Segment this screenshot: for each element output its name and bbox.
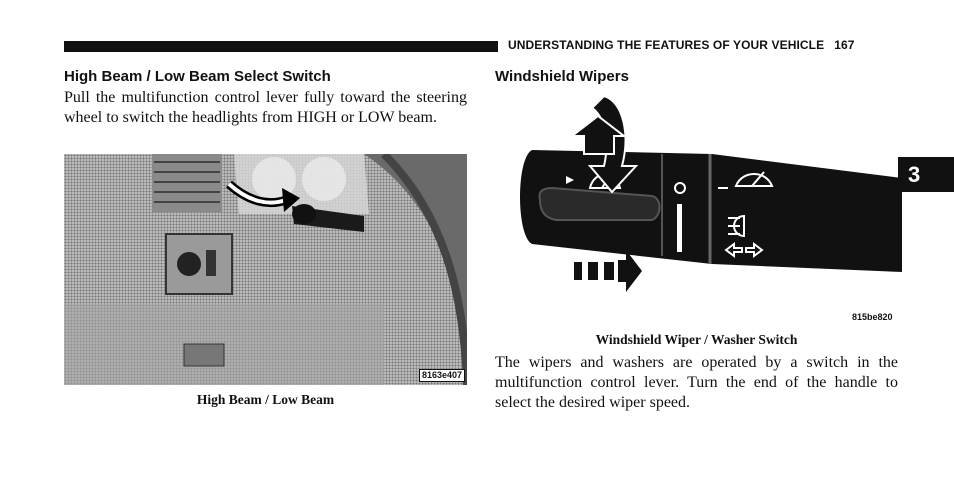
- running-head: [508, 38, 855, 52]
- wiper-lever-drawing: [512, 96, 902, 302]
- dashboard-illustration: [64, 154, 467, 385]
- high-low-beam-caption: High Beam / Low Beam: [196, 392, 335, 407]
- photo-figure-code: 8163e407: [419, 369, 465, 382]
- wiper-switch-illustration: [512, 96, 902, 302]
- header-rule: [64, 41, 498, 52]
- high-low-beam-body: Pull the multifunction control lever fully toward the steering wheel to switch the headlights from HIGH or LOW beam.: [64, 89, 467, 126]
- wiper-caption: Windshield Wiper / Washer Switch: [595, 332, 798, 347]
- running-head-title: UNDERSTANDING THE FEATURES OF YOUR VEHICLE: [508, 38, 825, 52]
- wiper-figure-code: 815be820: [852, 312, 893, 322]
- high-low-beam-photo: [64, 154, 467, 385]
- wiper-body: The wipers and washers are operated by a switch in the multifunction control lever. Turn the end of the handle to select the desired wiper speed.: [495, 354, 898, 411]
- windshield-wipers-heading: Windshield Wipers: [495, 68, 629, 85]
- chapter-tab: 3: [898, 157, 954, 192]
- high-low-beam-heading: High Beam / Low Beam Select Switch: [64, 68, 331, 85]
- page-number: 167: [834, 38, 855, 52]
